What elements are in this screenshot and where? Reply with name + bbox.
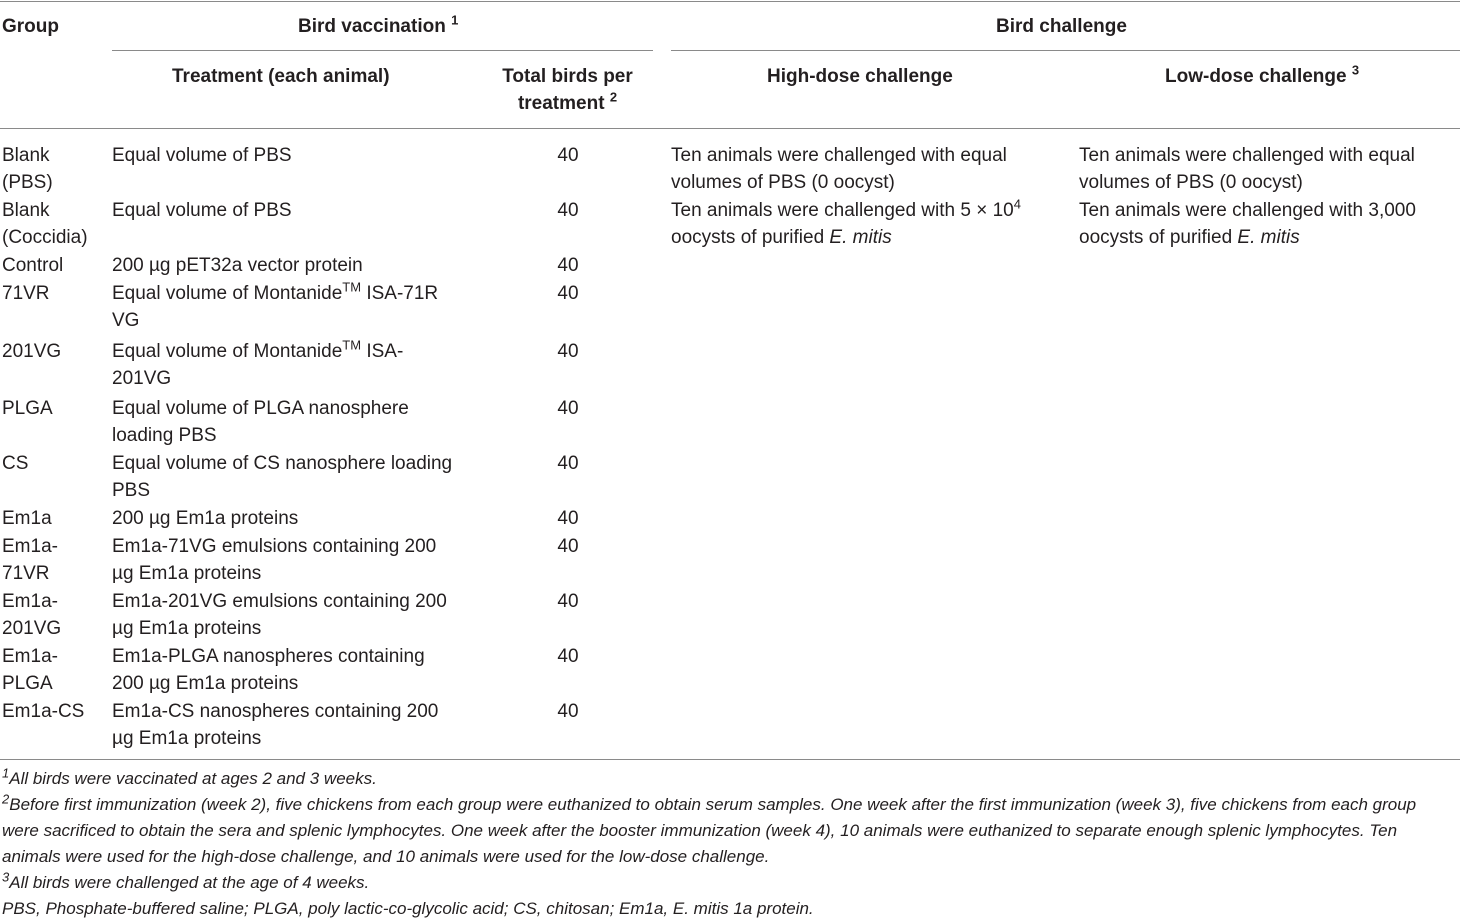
treatment-cell: Equal volume of PLGA nanosphere loading PBS (112, 398, 409, 446)
low-dose-cell: Ten animals were challenged with equal volumes of PBS (0 oocyst) (1079, 145, 1415, 193)
challenge-rule (671, 50, 1460, 51)
total-cell: 40 (557, 453, 579, 474)
table-bottom-rule (0, 759, 1460, 760)
treatment-cell: Em1a-CS nanospheres containing 200 µg Em1a proteins (112, 701, 439, 749)
group-cell: Em1a- PLGA (2, 646, 58, 694)
total-cell: 40 (557, 283, 579, 304)
low-dose-cell: Ten animals were challenged with 3,000 oocysts of purified E. mitis (1079, 200, 1416, 248)
group-cell: CS (2, 453, 29, 474)
treatment-cell: Equal volume of CS nanosphere loading PBS (112, 453, 453, 501)
treatment-cell: Equal volume of Montanide™ ISA- 201VG (112, 337, 404, 389)
group-cell: 71VR (2, 283, 50, 304)
abbreviations-note: PBS, Phosphate-buffered saline; PLGA, poly lactic-co-glycolic acid; CS, chitosan; Em1a, E. mitis 1a protein. (2, 899, 814, 918)
total-cell: 40 (557, 508, 579, 529)
header-bottom-rule (0, 128, 1460, 129)
treatment-cell: Em1a-PLGA nanospheres containing 200 µg Em1a proteins (112, 646, 425, 694)
treatment-cell: Em1a-201VG emulsions containing 200 µg Em1a proteins (112, 591, 447, 639)
total-cell: 40 (557, 145, 579, 166)
header-low-dose: Low-dose challenge $^3$ (1165, 62, 1360, 87)
group-cell: Control (2, 255, 64, 276)
group-cell: 201VG (2, 341, 62, 362)
footnote-2: $^2$Before first immunization (week 2), five chickens from each group were euthanized to obtain serum samples. One week after the first immunization (week 3), five chickens from each group were sacrificed to obtain the sera and splenic lymphocytes. One week after the booster immunization (week 4), 10 animals were euthanized to separate enough splenic lymphocytes. Ten animals were used for the high-dose challenge, and 10 animals were used for the low-dose challenge. (2, 791, 1417, 866)
header-high-dose: High-dose challenge (767, 66, 953, 87)
footnote-3: $^3$All birds were challenged at the age of 4 weeks. (2, 869, 370, 892)
header-treatment: Treatment (each animal) (172, 66, 390, 87)
high-dose-cell: Ten animals were challenged with equal volumes of PBS (0 oocyst) (671, 145, 1007, 193)
treatment-cell: Equal volume of PBS (112, 145, 292, 166)
header-bird-vaccination: Bird vaccination $^1$ (298, 12, 459, 37)
group-cell: PLGA (2, 398, 53, 419)
top-rule (0, 1, 1460, 2)
total-cell: 40 (557, 536, 579, 557)
total-cell: 40 (557, 200, 579, 221)
table-footnotes (2, 766, 1458, 922)
total-cell: 40 (557, 255, 579, 276)
treatment-cell: Em1a-71VG emulsions containing 200 µg Em1a proteins (112, 536, 437, 584)
group-cell: Blank (PBS) (2, 145, 53, 193)
group-cell: Em1a (2, 508, 52, 529)
footnote-1: $^1$All birds were vaccinated at ages 2 and 3 weeks. (2, 765, 377, 788)
total-cell: 40 (557, 398, 579, 419)
header-total-birds: Total birds per treatment $^2$ (502, 66, 633, 114)
treatment-cell: Equal volume of Montanide™ ISA-71R VG (112, 279, 439, 331)
treatment-cell: Equal volume of PBS (112, 200, 292, 221)
total-cell: 40 (557, 646, 579, 667)
high-dose-cell: Ten animals were challenged with $5 \times 10^4$ oocysts of purified E. mitis (671, 196, 1021, 248)
treatment-cell: 200 µg pET32a vector protein (112, 255, 363, 276)
vaccination-rule (112, 50, 653, 51)
total-cell: 40 (557, 591, 579, 612)
treatment-cell: 200 µg Em1a proteins (112, 508, 299, 529)
group-cell: Blank (Coccidia) (2, 200, 88, 248)
header-bird-challenge: Bird challenge (996, 16, 1127, 37)
total-cell: 40 (557, 341, 579, 362)
header-group: Group (2, 16, 59, 37)
total-cell: 40 (557, 701, 579, 722)
group-cell: Em1a-CS (2, 701, 85, 722)
group-cell: Em1a- 71VR (2, 536, 58, 584)
group-cell: Em1a- 201VG (2, 591, 62, 639)
